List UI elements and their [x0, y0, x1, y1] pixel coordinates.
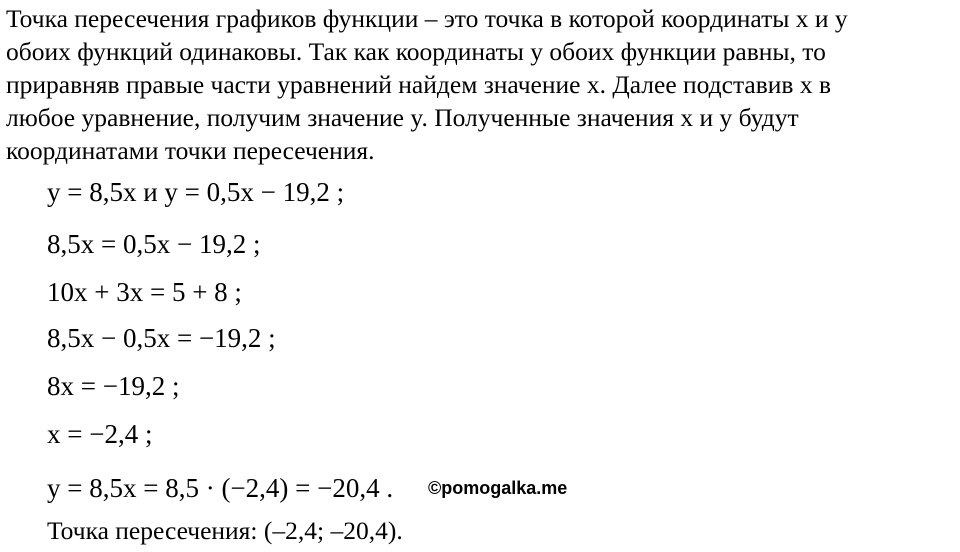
equation-3: 10x + 3x = 5 + 8 ;: [47, 277, 242, 307]
equation-4: 8,5x − 0,5x = −19,2 ;: [47, 323, 276, 353]
equation-1: y = 8,5x и y = 0,5x − 19,2 ;: [47, 177, 345, 207]
intro-line-4: любое уравнение, получим значение y. Полученные значения x и y будут: [6, 103, 799, 132]
equation-7: y = 8,5x = 8,5 · (−2,4) = −20,4 .: [47, 473, 394, 503]
intro-line-2: обоих функций одинаковы. Так как координаты y обоих функции равны, то: [6, 37, 826, 66]
intro-line-1: Точка пересечения графиков функции – это точка в которой координаты x и y: [6, 4, 848, 33]
equation-2: 8,5x = 0,5x − 19,2 ;: [47, 229, 261, 259]
answer-line: Точка пересечения: (–2,4; –20,4).: [47, 516, 403, 545]
intro-line-5: координатами точки пересечения.: [6, 136, 375, 165]
equation-5: 8x = −19,2 ;: [47, 371, 180, 401]
intro-line-3: приравняв правые части уравнений найдем значение x. Далее подставив x в: [6, 70, 832, 99]
watermark: ©pomogalka.me: [428, 478, 568, 498]
intro-paragraph: [6, 2, 956, 167]
equation-6: x = −2,4 ;: [47, 419, 153, 449]
